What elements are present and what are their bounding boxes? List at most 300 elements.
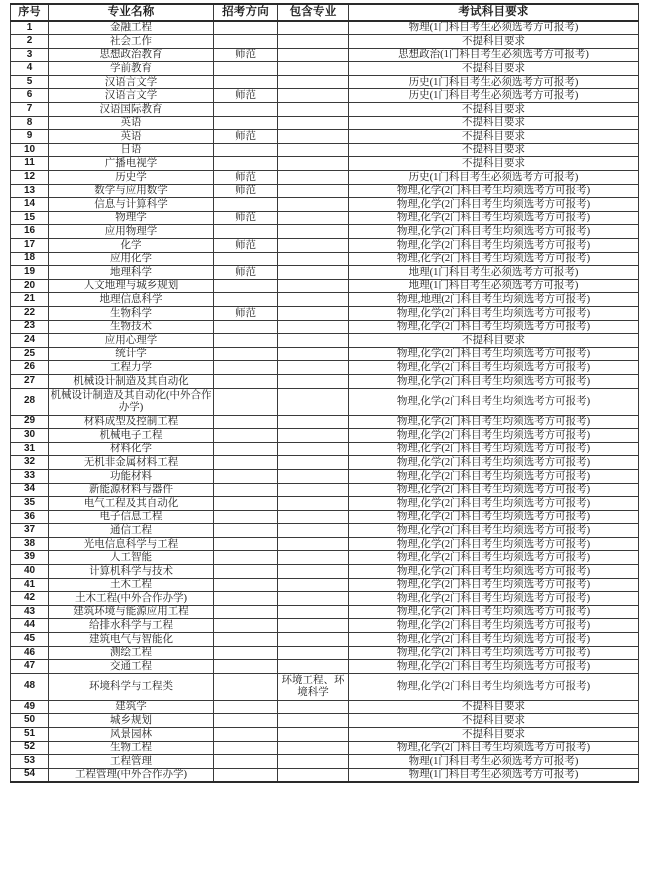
cell-admission-direction: 师范 [214,266,278,280]
table-row [11,279,639,293]
cell-seq: 40 [11,565,49,579]
cell-admission-direction [214,741,278,755]
cell-seq: 32 [11,456,49,470]
cell-exam-requirements: 地理(1门科目考生必须选考方可报考) [349,279,639,293]
cell-exam-requirements: 不提科目要求 [349,62,639,76]
table-row [11,252,639,266]
cell-major-name: 建筑电气与智能化 [49,633,214,647]
cell-exam-requirements: 物理,地理(2门科目考生均须选考方可报考) [349,293,639,307]
cell-admission-direction: 师范 [214,306,278,320]
cell-major-name: 应用心理学 [49,334,214,348]
table-row [11,741,639,755]
cell-exam-requirements: 物理,化学(2门科目考生均须选考方可报考) [349,239,639,253]
cell-included-majors [278,171,349,185]
table-body [11,21,639,782]
table-row [11,225,639,239]
cell-included-majors [278,565,349,579]
cell-exam-requirements: 物理,化学(2门科目考生均须选考方可报考) [349,578,639,592]
cell-admission-direction [214,728,278,742]
cell-included-majors [278,361,349,375]
cell-seq: 29 [11,415,49,429]
cell-seq: 36 [11,510,49,524]
cell-included-majors [278,211,349,225]
cell-seq: 39 [11,551,49,565]
cell-major-name: 材料成型及控制工程 [49,415,214,429]
table-row [11,728,639,742]
table-row [11,103,639,117]
table-row [11,35,639,49]
cell-admission-direction [214,497,278,511]
cell-admission-direction [214,442,278,456]
cell-major-name: 土木工程 [49,578,214,592]
cell-included-majors [278,306,349,320]
cell-exam-requirements: 不提科目要求 [349,130,639,144]
cell-admission-direction [214,456,278,470]
cell-admission-direction [214,578,278,592]
column-header-admission-direction: 招考方向 [214,4,278,21]
cell-admission-direction: 师范 [214,171,278,185]
cell-exam-requirements: 物理(1门科目考生必须选考方可报考) [349,21,639,35]
cell-included-majors [278,266,349,280]
cell-seq: 4 [11,62,49,76]
cell-admission-direction [214,700,278,714]
table-header-row [11,4,639,21]
cell-seq: 27 [11,374,49,388]
cell-seq: 22 [11,306,49,320]
cell-seq: 43 [11,605,49,619]
cell-major-name: 地理信息科学 [49,293,214,307]
cell-included-majors [278,239,349,253]
table-row [11,306,639,320]
cell-seq: 25 [11,347,49,361]
cell-admission-direction [214,361,278,375]
cell-admission-direction [214,714,278,728]
cell-admission-direction [214,551,278,565]
cell-exam-requirements: 物理,化学(2门科目考生均须选考方可报考) [349,483,639,497]
cell-included-majors [278,184,349,198]
cell-major-name: 测绘工程 [49,646,214,660]
cell-included-majors [278,660,349,674]
cell-exam-requirements: 物理,化学(2门科目考生均须选考方可报考) [349,184,639,198]
cell-included-majors [278,633,349,647]
cell-exam-requirements: 不提科目要求 [349,35,639,49]
cell-admission-direction [214,374,278,388]
cell-exam-requirements: 地理(1门科目考生必须选考方可报考) [349,266,639,280]
cell-seq: 1 [11,21,49,35]
cell-major-name: 机械设计制造及其自动化(中外合作办学) [49,388,214,415]
cell-seq: 17 [11,239,49,253]
cell-exam-requirements: 不提科目要求 [349,157,639,171]
cell-admission-direction [214,592,278,606]
cell-included-majors [278,415,349,429]
cell-exam-requirements: 历史(1门科目考生必须选考方可报考) [349,89,639,103]
cell-seq: 2 [11,35,49,49]
cell-seq: 15 [11,211,49,225]
cell-seq: 38 [11,537,49,551]
cell-exam-requirements: 物理,化学(2门科目考生均须选考方可报考) [349,497,639,511]
cell-seq: 42 [11,592,49,606]
cell-included-majors [278,374,349,388]
cell-exam-requirements: 物理,化学(2门科目考生均须选考方可报考) [349,225,639,239]
cell-seq: 8 [11,116,49,130]
cell-major-name: 汉语言文学 [49,75,214,89]
cell-seq: 41 [11,578,49,592]
table-row [11,619,639,633]
cell-major-name: 材料化学 [49,442,214,456]
cell-included-majors [278,103,349,117]
cell-major-name: 社会工作 [49,35,214,49]
cell-major-name: 汉语国际教育 [49,103,214,117]
cell-exam-requirements: 历史(1门科目考生必须选考方可报考) [349,75,639,89]
table-row [11,483,639,497]
cell-major-name: 日语 [49,143,214,157]
cell-admission-direction [214,415,278,429]
cell-seq: 12 [11,171,49,185]
table-row [11,198,639,212]
cell-exam-requirements: 物理,化学(2门科目考生均须选考方可报考) [349,592,639,606]
cell-major-name: 电气工程及其自动化 [49,497,214,511]
cell-major-name: 机械设计制造及其自动化 [49,374,214,388]
cell-exam-requirements: 物理,化学(2门科目考生均须选考方可报考) [349,565,639,579]
cell-included-majors [278,768,349,782]
cell-admission-direction [214,660,278,674]
cell-admission-direction [214,633,278,647]
cell-major-name: 广播电视学 [49,157,214,171]
cell-admission-direction: 师范 [214,239,278,253]
cell-included-majors [278,35,349,49]
cell-included-majors [278,279,349,293]
cell-included-majors [278,21,349,35]
table-row [11,75,639,89]
cell-major-name: 土木工程(中外合作办学) [49,592,214,606]
column-header-included-majors: 包含专业 [278,4,349,21]
cell-admission-direction [214,293,278,307]
cell-seq: 21 [11,293,49,307]
column-header-seq: 序号 [11,4,49,21]
cell-major-name: 通信工程 [49,524,214,538]
cell-major-name: 建筑环境与能源应用工程 [49,605,214,619]
cell-major-name: 汉语言文学 [49,89,214,103]
column-header-major-name: 专业名称 [49,4,214,21]
cell-seq: 11 [11,157,49,171]
cell-admission-direction [214,673,278,700]
table-row [11,429,639,443]
cell-exam-requirements: 不提科目要求 [349,116,639,130]
cell-included-majors [278,89,349,103]
cell-admission-direction [214,565,278,579]
cell-included-majors [278,755,349,769]
cell-major-name: 生物科学 [49,306,214,320]
table-row [11,497,639,511]
table-row [11,347,639,361]
cell-exam-requirements: 物理,化学(2门科目考生均须选考方可报考) [349,469,639,483]
cell-admission-direction [214,334,278,348]
cell-included-majors [278,483,349,497]
cell-major-name: 数学与应用数学 [49,184,214,198]
table-row [11,768,639,782]
cell-exam-requirements: 物理,化学(2门科目考生均须选考方可报考) [349,741,639,755]
cell-major-name: 光电信息科学与工程 [49,537,214,551]
cell-admission-direction: 师范 [214,184,278,198]
cell-included-majors [278,551,349,565]
cell-admission-direction [214,537,278,551]
cell-included-majors [278,456,349,470]
cell-seq: 31 [11,442,49,456]
table-row [11,714,639,728]
cell-major-name: 建筑学 [49,700,214,714]
table-row [11,374,639,388]
cell-admission-direction: 师范 [214,211,278,225]
table-row [11,143,639,157]
cell-admission-direction [214,35,278,49]
cell-major-name: 物理学 [49,211,214,225]
cell-major-name: 人文地理与城乡规划 [49,279,214,293]
cell-admission-direction [214,198,278,212]
cell-included-majors [278,714,349,728]
table-row [11,211,639,225]
cell-included-majors [278,116,349,130]
cell-admission-direction [214,157,278,171]
cell-exam-requirements: 不提科目要求 [349,103,639,117]
cell-exam-requirements: 历史(1门科目考生必须选考方可报考) [349,171,639,185]
cell-major-name: 机械电子工程 [49,429,214,443]
cell-exam-requirements: 物理,化学(2门科目考生均须选考方可报考) [349,660,639,674]
cell-major-name: 生物技术 [49,320,214,334]
cell-major-name: 生物工程 [49,741,214,755]
cell-included-majors [278,320,349,334]
table-row [11,456,639,470]
cell-exam-requirements: 物理,化学(2门科目考生均须选考方可报考) [349,415,639,429]
table-row [11,334,639,348]
cell-seq: 34 [11,483,49,497]
cell-exam-requirements: 物理,化学(2门科目考生均须选考方可报考) [349,361,639,375]
cell-included-majors [278,578,349,592]
majors-table [10,3,639,783]
cell-exam-requirements: 物理,化学(2门科目考生均须选考方可报考) [349,388,639,415]
table-row [11,510,639,524]
cell-major-name: 环境科学与工程类 [49,673,214,700]
cell-major-name: 英语 [49,130,214,144]
cell-exam-requirements: 物理,化学(2门科目考生均须选考方可报考) [349,619,639,633]
table-row [11,551,639,565]
cell-admission-direction [214,768,278,782]
cell-admission-direction [214,388,278,415]
cell-admission-direction [214,646,278,660]
cell-major-name: 工程力学 [49,361,214,375]
cell-exam-requirements: 物理(1门科目考生必须选考方可报考) [349,755,639,769]
cell-admission-direction: 师范 [214,89,278,103]
cell-exam-requirements: 物理,化学(2门科目考生均须选考方可报考) [349,605,639,619]
cell-admission-direction [214,116,278,130]
cell-admission-direction [214,755,278,769]
cell-admission-direction [214,225,278,239]
cell-major-name: 统计学 [49,347,214,361]
cell-major-name: 给排水科学与工程 [49,619,214,633]
column-header-exam-requirements: 考试科目要求 [349,4,639,21]
cell-seq: 33 [11,469,49,483]
cell-major-name: 金融工程 [49,21,214,35]
table-row [11,293,639,307]
table-row [11,442,639,456]
cell-admission-direction [214,483,278,497]
cell-included-majors [278,48,349,62]
table-row [11,239,639,253]
table-row [11,89,639,103]
cell-major-name: 交通工程 [49,660,214,674]
cell-major-name: 应用物理学 [49,225,214,239]
cell-major-name: 信息与计算科学 [49,198,214,212]
cell-exam-requirements: 物理,化学(2门科目考生均须选考方可报考) [349,456,639,470]
cell-major-name: 地理科学 [49,266,214,280]
cell-exam-requirements: 物理,化学(2门科目考生均须选考方可报考) [349,524,639,538]
cell-exam-requirements: 物理,化学(2门科目考生均须选考方可报考) [349,551,639,565]
cell-seq: 24 [11,334,49,348]
cell-seq: 16 [11,225,49,239]
cell-seq: 45 [11,633,49,647]
cell-included-majors [278,143,349,157]
cell-seq: 13 [11,184,49,198]
cell-admission-direction [214,605,278,619]
table-row [11,605,639,619]
cell-exam-requirements: 不提科目要求 [349,143,639,157]
cell-admission-direction [214,524,278,538]
cell-exam-requirements: 不提科目要求 [349,700,639,714]
table-row [11,537,639,551]
cell-admission-direction [214,21,278,35]
cell-exam-requirements: 思想政治(1门科目考生必须选考方可报考) [349,48,639,62]
cell-seq: 52 [11,741,49,755]
cell-admission-direction [214,103,278,117]
cell-included-majors [278,469,349,483]
table-row [11,130,639,144]
cell-included-majors [278,537,349,551]
cell-included-majors [278,605,349,619]
cell-exam-requirements: 物理,化学(2门科目考生均须选考方可报考) [349,374,639,388]
cell-major-name: 功能材料 [49,469,214,483]
cell-included-majors [278,619,349,633]
cell-major-name: 应用化学 [49,252,214,266]
cell-included-majors [278,130,349,144]
table-row [11,524,639,538]
cell-included-majors [278,741,349,755]
cell-admission-direction [214,510,278,524]
table-row [11,660,639,674]
cell-exam-requirements: 不提科目要求 [349,714,639,728]
cell-seq: 44 [11,619,49,633]
cell-major-name: 学前教育 [49,62,214,76]
table-row [11,633,639,647]
cell-seq: 30 [11,429,49,443]
cell-exam-requirements: 物理,化学(2门科目考生均须选考方可报考) [349,537,639,551]
cell-included-majors [278,700,349,714]
cell-included-majors [278,429,349,443]
table-row [11,361,639,375]
table-row [11,415,639,429]
cell-seq: 49 [11,700,49,714]
cell-included-majors [278,442,349,456]
cell-major-name: 新能源材料与器件 [49,483,214,497]
cell-seq: 35 [11,497,49,511]
cell-major-name: 工程管理 [49,755,214,769]
cell-seq: 28 [11,388,49,415]
cell-included-majors [278,592,349,606]
table-row [11,320,639,334]
cell-exam-requirements: 不提科目要求 [349,728,639,742]
cell-seq: 5 [11,75,49,89]
table-row [11,266,639,280]
table-row [11,578,639,592]
cell-included-majors [278,497,349,511]
cell-admission-direction [214,429,278,443]
cell-exam-requirements: 物理,化学(2门科目考生均须选考方可报考) [349,510,639,524]
cell-seq: 18 [11,252,49,266]
cell-exam-requirements: 物理,化学(2门科目考生均须选考方可报考) [349,673,639,700]
table-row [11,116,639,130]
cell-exam-requirements: 物理,化学(2门科目考生均须选考方可报考) [349,306,639,320]
cell-seq: 6 [11,89,49,103]
cell-seq: 54 [11,768,49,782]
cell-exam-requirements: 物理,化学(2门科目考生均须选考方可报考) [349,429,639,443]
cell-admission-direction [214,279,278,293]
table-row [11,184,639,198]
cell-included-majors [278,293,349,307]
cell-admission-direction [214,62,278,76]
cell-exam-requirements: 物理,化学(2门科目考生均须选考方可报考) [349,198,639,212]
table-row [11,48,639,62]
cell-included-majors [278,646,349,660]
cell-major-name: 英语 [49,116,214,130]
cell-major-name: 风景园林 [49,728,214,742]
cell-seq: 7 [11,103,49,117]
cell-admission-direction [214,252,278,266]
table-row [11,646,639,660]
cell-included-majors: 环境工程、环境科学 [278,673,349,700]
cell-included-majors [278,524,349,538]
cell-admission-direction: 师范 [214,48,278,62]
cell-major-name: 化学 [49,239,214,253]
cell-admission-direction [214,347,278,361]
cell-admission-direction [214,469,278,483]
cell-seq: 46 [11,646,49,660]
table-row [11,673,639,700]
cell-seq: 48 [11,673,49,700]
cell-major-name: 历史学 [49,171,214,185]
cell-exam-requirements: 物理,化学(2门科目考生均须选考方可报考) [349,252,639,266]
cell-included-majors [278,157,349,171]
cell-included-majors [278,347,349,361]
cell-exam-requirements: 物理(1门科目考生必须选考方可报考) [349,768,639,782]
cell-included-majors [278,510,349,524]
cell-major-name: 工程管理(中外合作办学) [49,768,214,782]
table-row [11,565,639,579]
table-row [11,21,639,35]
cell-seq: 20 [11,279,49,293]
cell-included-majors [278,62,349,76]
cell-included-majors [278,334,349,348]
cell-major-name: 城乡规划 [49,714,214,728]
cell-seq: 26 [11,361,49,375]
cell-included-majors [278,252,349,266]
cell-seq: 14 [11,198,49,212]
cell-admission-direction [214,75,278,89]
table-row [11,388,639,415]
table-row [11,62,639,76]
majors-sheet [10,3,638,783]
cell-included-majors [278,728,349,742]
cell-admission-direction: 师范 [214,130,278,144]
cell-major-name: 无机非金属材料工程 [49,456,214,470]
table-row [11,469,639,483]
